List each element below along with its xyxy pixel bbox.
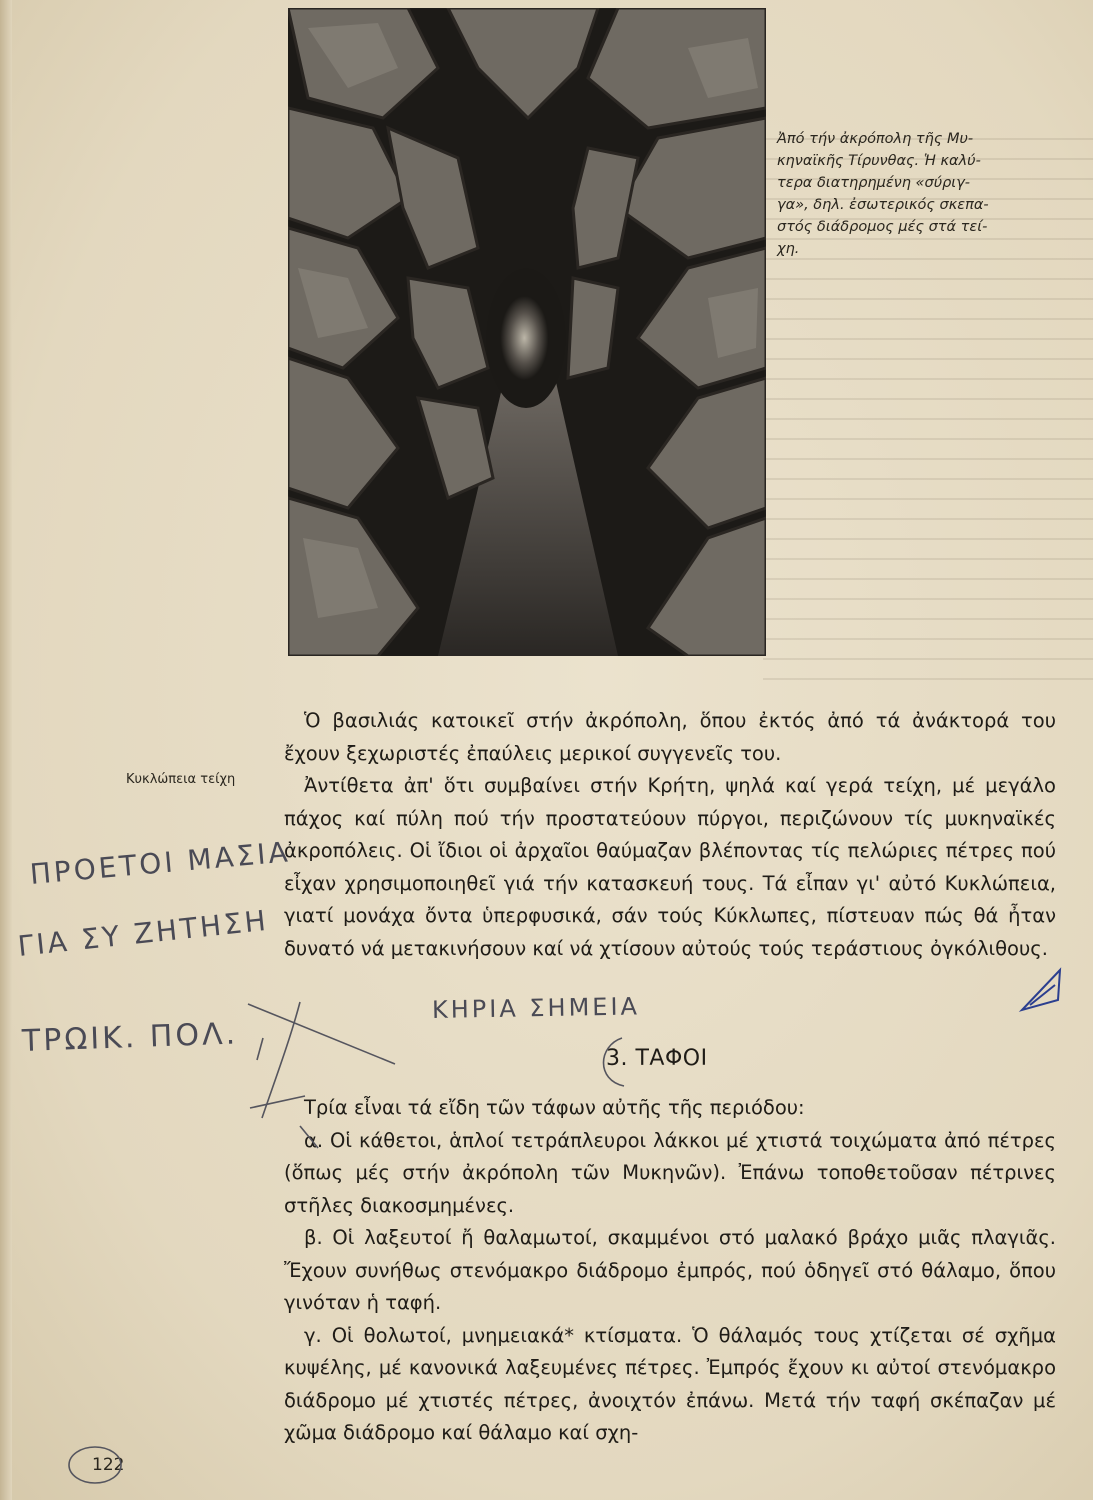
section-heading: 3. ΤΑΦΟΙ: [606, 1046, 708, 1071]
handwritten-note: ΤΡΩΙΚ. ΠΟΛ.: [21, 1016, 239, 1059]
paragraph: γ. Οἱ θολωτοί, μνημειακά* κτίσματα. Ὁ θάλαμός τους χτίζεται σέ σχῆμα κυψέλης, μέ κανονικά λαξευμένες πέτρες. Ἐμπρός ἔχουν κι αὐτοί στενόμακρο διάδρομο μέ χτιστές πέτρες, ἀνοιχτόν ἐπάνω. Μετά τήν ταφή σκέπαζαν μέ χῶμα διάδρομο καί θάλαμο καί σχη-: [284, 1323, 1056, 1444]
paragraph: α. Οἱ κάθετοι, ἁπλοί τετράπλευροι λάκκοι μέ χτιστά τοιχώματα ἀπό πέτρες (ὅπως μές στήν ἀκρόπολη τῶν Μυκηνῶν). Ἐπάνω τοποθετοῦσαν πέτρινες στῆλες διακοσμημένες.: [284, 1128, 1056, 1217]
paragraph: Τρία εἶναι τά εἴδη τῶν τάφων αὐτῆς τῆς περιόδου:: [304, 1096, 805, 1119]
section-text: [284, 1092, 1056, 1450]
paragraph: Ὁ βασιλιάς κατοικεῖ στήν ἀκρόπολη, ὅπου ἐκτός ἀπό τά ἀνάκτορά του ἔχουν ξεχωριστές ἐπαύλεις μερικοί συγγενεῖς του.: [284, 709, 1056, 765]
handwritten-note: ΓΙΑ ΣΥ ΖΗΤΗΣΗ: [16, 903, 271, 963]
main-text: [284, 705, 1056, 965]
paragraph: Ἀντίθετα ἀπ' ὅτι συμβαίνει στήν Κρήτη, ψηλά καί γερά τείχη, μέ μεγάλο πάχος καί πύλη πού τήν προστατεύουν πύργοι, περιζώνουν τίς μυκηναϊκές ἀκροπόλεις. Οἱ ἴδιοι οἱ ἀρχαῖοι θαύμαζαν βλέποντας τίς πελώριες πέτρες πού εἶχαν χρησιμοποιηθεῖ γιά τήν κατασκευή τους. Τά εἶπαν γι' αὐτό Κυκλώπεια, γιατί μονάχα ὄντα ὑπερφυσικά, σάν τούς Κύκλωπες, πίστευαν πώς θά ἦταν δυνατό νά μετακινήσουν καί νά χτίσουν αὐτούς τούς τεράστιους ὀγκόλιθους.: [284, 774, 1056, 960]
corridor-photo-image: [288, 8, 766, 656]
photo-caption: Ἀπό τήν ἀκρόπολη τῆς Μυ- κηναϊκῆς Τίρυνθας. Ἡ καλύ- τερα διατηρημένη «σύριγ- γα», δηλ. ἐσωτερικός σκεπα- στός διάδρομος μές στά τεί- χη.: [777, 131, 989, 257]
blue-pen-mark: [1022, 970, 1060, 1010]
book-spine: [0, 0, 12, 1500]
blue-check-mark: [1022, 970, 1060, 1010]
pencil-stroke: [248, 1004, 395, 1064]
paragraph: β. Οἱ λαξευτοί ἤ θαλαμωτοί, σκαμμένοι στό μαλακό βράχο μιᾶς πλαγιᾶς. Ἔχουν συνήθως στενόμακρο διάδρομο ἐμπρός, πού ὁδηγεῖ στό θάλαμο, ὅπου γινόταν ἡ ταφή.: [284, 1226, 1056, 1314]
blue-check-mark: [1030, 985, 1055, 1005]
margin-label: Κυκλώπεια τείχη: [126, 772, 236, 787]
handwritten-note: ΠΡΟΕΤΟΙ ΜΑΣΙΑ: [28, 835, 292, 891]
pencil-stroke: [257, 1038, 263, 1060]
tiryns-corridor-photo: [288, 8, 766, 656]
handwritten-note: ΚΗΡΙΑ ΣΗΜΕΙΑ: [431, 992, 641, 1024]
page-number: 122: [92, 1455, 125, 1475]
